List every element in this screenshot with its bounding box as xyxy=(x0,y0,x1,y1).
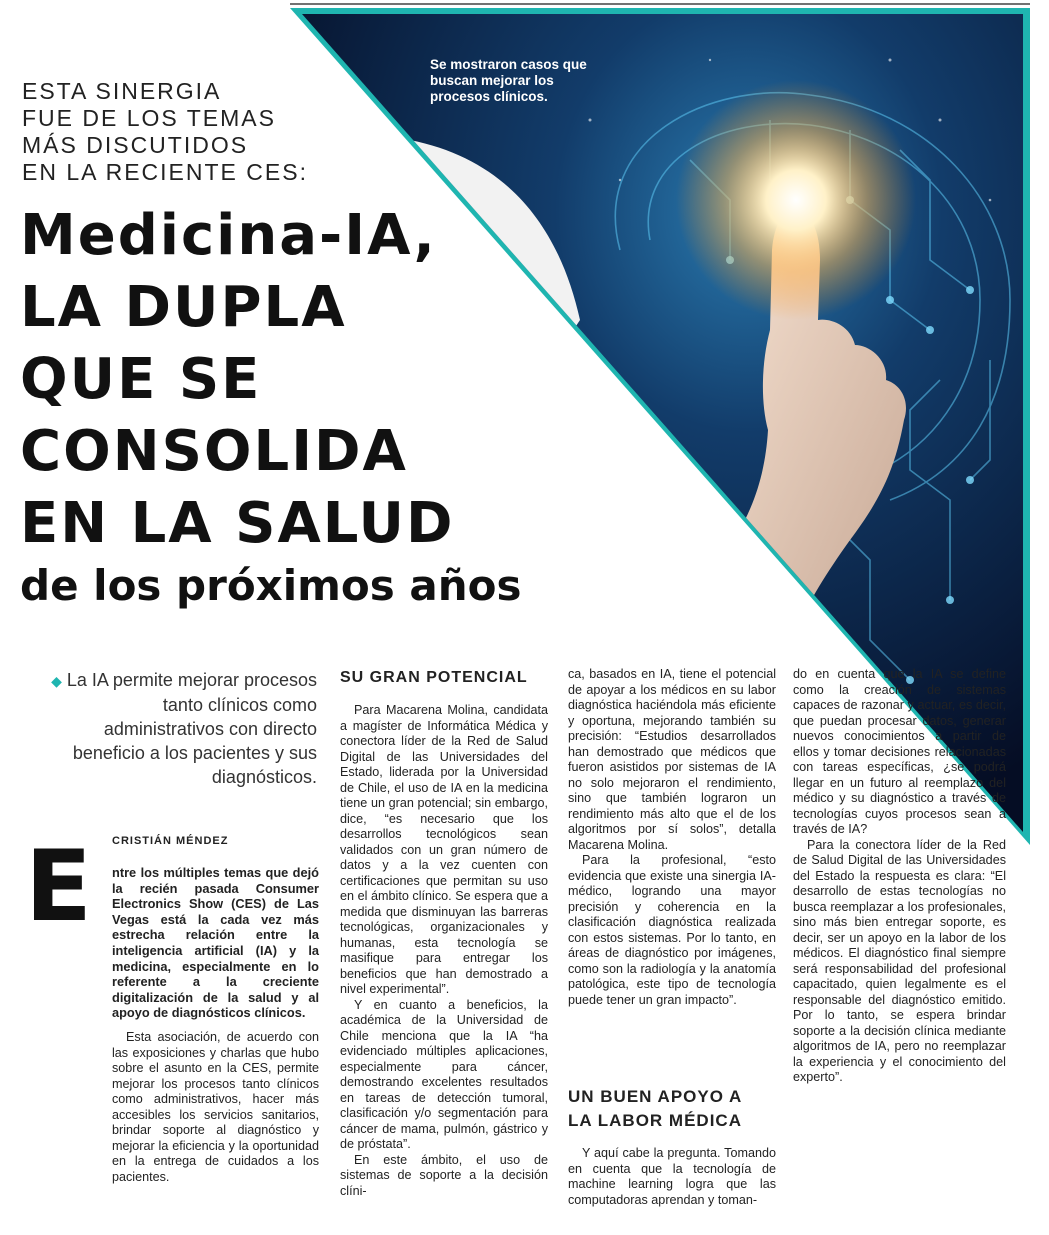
kicker xyxy=(22,78,322,186)
headline-line: LA DUPLA xyxy=(20,275,347,340)
article-column-3-end xyxy=(568,1146,776,1208)
headline xyxy=(20,200,640,612)
article-column-2 xyxy=(340,703,548,1199)
article-column-4 xyxy=(793,667,1006,1086)
article-column-1 xyxy=(112,1030,319,1185)
author-byline: CRISTIÁN MÉNDEZ xyxy=(112,835,229,847)
section-heading-2 xyxy=(568,1085,778,1133)
paragraph: Para la conectora líder de la Red de Salud Digital de las Universidades del Estado la respuesta es clara: “El desarrollo de estas tecnologías no busca reemplazar a los profesionales, sino más bien entregar soporte, es decir, ser un apoyo en la labor de los médicos. El diagnóstico final siempre será responsabilidad del profesional capacitado, quien legalmente es el responsable del diagnóstico emitido. Por lo tanto, se espera brindar soporte a la decisión clínica mediante algoritmos de IA, pero no reemplazar la experiencia y el conocimiento del experto”. xyxy=(793,837,1006,1084)
section-heading: SU GRAN POTENCIAL xyxy=(340,669,528,686)
section-heading-line: UN BUEN APOYO A xyxy=(568,1087,743,1106)
headline-subline: de los próximos años xyxy=(20,561,522,610)
headline-line: CONSOLIDA xyxy=(20,419,408,484)
paragraph: Esta asociación, de acuerdo con las exposiciones y charlas que hubo sobre el asunto en la CES, permite mejorar los procesos tanto clínicos como administrativos, hacer más accesibles los servicios sanitarios, brindar soporte al diagnóstico y mejorar la eficiencia y la oportunidad en la entrega de cuidados a los pacientes. xyxy=(112,1030,319,1184)
paragraph: Para Macarena Molina, candidata a magíster de Informática Médica y conectora líder de la Red de Salud Digital de las Universidades del Estado, liderada por la Universidad de Chile, el uso de IA en la medicina tiene un gran potencial; sin embargo, dice, “es necesario que los desarrollos tecnológicos sean validados con un gran número de datos y a la vez cuenten con certificaciones que permitan su uso en el ámbito clínico. Se espera que a medida que disminuyan las barreras tecnológicas, organizacionales y humanas, esta tecnología se masifique para entregar los beneficios que han demostrado a nivel experimental”. xyxy=(340,703,548,996)
intro-paragraph: ntre los múltiples temas que dejó la recién pasada Consumer Electronics Show (CES) de Las Vegas está la cada vez más estrecha relación entre la inteligencia artificial (IA) y la medicina, especialmente en lo referente a la creciente digitalización de la salud y al apoyo de diagnósticos clínicos. xyxy=(112,865,319,1021)
headline-line: QUE SE xyxy=(20,347,262,412)
lead-text: La IA permite mejorar procesos tanto clínicos como administrativos con directo beneficio a los pacientes y sus diagnósticos. xyxy=(66,670,317,787)
lead-paragraph xyxy=(40,668,317,789)
drop-cap: E xyxy=(25,830,92,944)
diamond-bullet-icon: ◆ xyxy=(51,673,62,689)
photo-caption: Se mostraron casos que buscan mejorar los procesos clínicos. xyxy=(430,57,587,104)
kicker-line: ESTA SINERGIA xyxy=(22,78,222,104)
headline-line: Medicina-IA, xyxy=(20,203,437,268)
article-column-3 xyxy=(568,667,776,1008)
paragraph: Y en cuanto a beneficios, la académica de la Universidad de Chile menciona que la IA “ha evidenciado múltiples aplicaciones, especialmente para cáncer, demostrando excelentes resultados en tareas de detección tumoral, clasificación y/o segmentación para cáncer de mama, pulmón, gástrico y de próstata”. xyxy=(340,997,548,1151)
section-heading-line: LA LABOR MÉDICA xyxy=(568,1111,742,1130)
paragraph: do en cuenta que la IA se define como la creación de sistemas capaces de razonar y actuar, es decir, que puedan procesar datos, generar nuevos conocimientos a partir de ellos y tomar decisiones relacionadas con tareas específicas, ¿se podrá llegar en un futuro al reemplazo del médico y su diagnóstico a través de tecnologías cuyos procesos sean a través de IA? xyxy=(793,667,1006,836)
kicker-line: FUE DE LOS TEMAS xyxy=(22,105,276,131)
kicker-line: MÁS DISCUTIDOS xyxy=(22,132,249,158)
paragraph: Y aquí cabe la pregunta. Tomando en cuenta que la tecnología de machine learning logra que las computadoras aprendan y toman- xyxy=(568,1146,776,1207)
paragraph: Para la profesional, “esto evidencia que existe una sinergia IA-médico, logrando una mayor precisión y coherencia en la clasificación diagnóstica realizada con estos sistemas. Por lo tanto, en áreas de diagnóstico por imágenes, como son la radiología y la anatomía patológica, este tipo de tecnología puede tener un gran impacto”. xyxy=(568,853,776,1007)
kicker-line: EN LA RECIENTE CES: xyxy=(22,159,308,185)
headline-line: EN LA SALUD xyxy=(20,491,455,556)
paragraph: ca, basados en IA, tiene el potencial de apoyar a los médicos en su labor diagnóstica haciéndola más eficiente y oportuna, mejorando también su precisión: “Estudios desarrollados han demostrado que médicos que fueron asistidos por sistemas de IA no solo mejoraron el rendimiento, sino que también lograron un rendimiento más alto que el de los algoritmos por sí solos”, detalla Macarena Molina. xyxy=(568,667,776,852)
paragraph: En este ámbito, el uso de sistemas de soporte a la decisión clíni- xyxy=(340,1152,548,1198)
